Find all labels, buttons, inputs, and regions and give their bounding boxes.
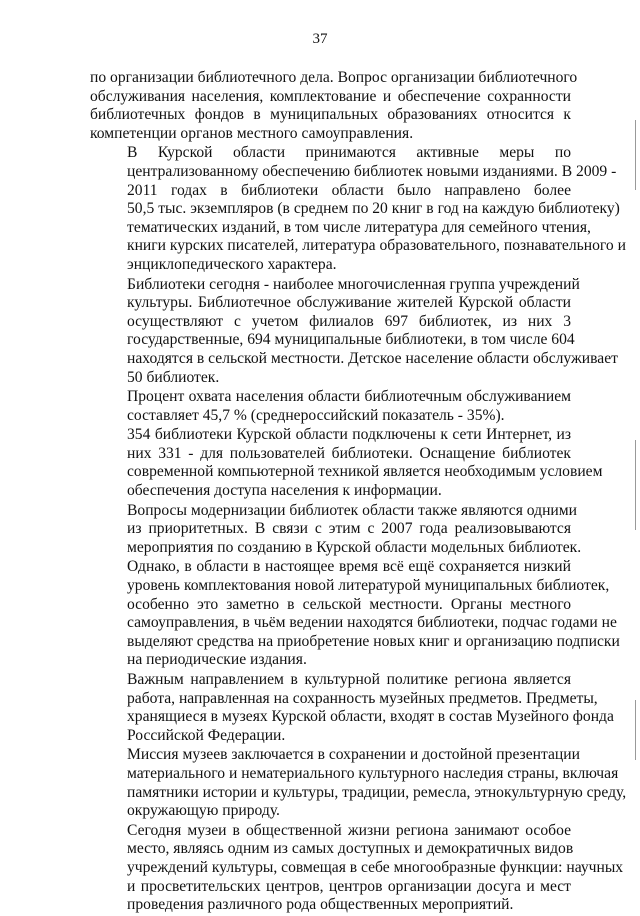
text-line: Однако, в области в настоящее время всё ещё сохраняется низкий: [127, 558, 571, 576]
paragraph: [90, 821, 624, 915]
text-line: особенно это заметно в сельской местности. Органы местного: [127, 595, 571, 613]
paragraph: [90, 69, 578, 143]
text-line: памятники истории и культуры, традиции, ремесла, этнокультурную среду,: [127, 783, 627, 801]
text-line: Вопросы модернизации библиотек области также являются одними: [127, 501, 577, 519]
text-line: и просветительских центров, центров организации досуга и мест: [127, 877, 571, 895]
text-line: учреждений культуры, совмещая в себе многообразные функции: научных: [127, 858, 624, 876]
text-line: находятся в сельской местности. Детское население области обслуживает: [127, 349, 618, 367]
text-line: них 331 - для пользователей библиотеки. Оснащение библиотек: [127, 444, 571, 462]
text-line: Российской Федерации.: [127, 726, 286, 744]
text-line: Процент охвата населения области библиотечным обслуживанием: [127, 388, 571, 406]
paragraph: [90, 558, 620, 670]
text-line: библиотечных фондов в муниципальных образованиях относится к: [90, 106, 571, 124]
text-line: по организации библиотечного дела. Вопрос организации библиотечного: [90, 69, 578, 86]
text-line: В Курской области принимаются активные меры по: [127, 144, 571, 162]
text-line: компетенции органов местного самоуправления.: [90, 124, 414, 142]
text-line: на периодические издания.: [127, 651, 307, 669]
paragraph: [90, 144, 626, 274]
text-line: проведения различного рода общественных мероприятий.: [127, 896, 514, 914]
scan-edge-mark: [635, 440, 636, 530]
text-line: 50,5 тыс. экземпляров (в среднем по 20 книг в год на каждую библиотеку): [127, 200, 620, 218]
text-line: окружающую природу.: [127, 802, 280, 820]
body-text: [90, 69, 627, 916]
text-line: осуществляют с учетом филиалов 697 библиотек, из них 3: [127, 312, 571, 330]
text-line: 354 библиотеки Курской области подключены к сети Интернет, из: [127, 426, 571, 444]
paragraph: [90, 275, 618, 388]
text-line: современной компьютерной техникой является необходимым условием: [127, 463, 603, 481]
text-line: уровень комплектования новой литературой муниципальных библиотек,: [127, 577, 610, 595]
text-line: энциклопедического характера.: [127, 255, 337, 273]
text-line: государственные, 694 муниципальные библиотеки, в том числе 604: [127, 331, 575, 349]
paragraph: [90, 426, 603, 500]
text-line: обслуживания населения, комплектование и обеспечение сохранности: [90, 87, 571, 105]
text-line: Библиотеки сегодня - наиболее многочисленная группа учреждений: [127, 275, 580, 293]
text-line: хранящиеся в музеях Курской области, входят в состав Музейного фонда: [127, 708, 614, 726]
scan-edge-mark: [635, 700, 636, 760]
text-line: обеспечения доступа населения к информации.: [127, 482, 442, 500]
scan-edge-mark: [635, 120, 636, 190]
text-line: книги курских писателей, литература образовательного, познавательного и: [127, 237, 626, 255]
paragraph: [90, 388, 571, 425]
text-line: 2011 годах в библиотеки области было направлено более: [127, 181, 571, 199]
text-line: централизованному обеспечению библиотек новыми изданиями. В 2009 -: [127, 162, 617, 180]
text-line: Миссия музеев заключается в сохранении и достойной презентации: [127, 746, 580, 764]
text-line: мероприятия по созданию в Курской области модельных библиотек.: [127, 538, 582, 556]
text-line: самоуправления, в чьём ведении находятся библиотеки, подчас годами не: [127, 614, 617, 632]
text-line: место, являясь одним из самых доступных и демократичных видов: [127, 840, 574, 858]
paragraph: [90, 746, 627, 820]
text-line: 50 библиотек.: [127, 368, 220, 386]
text-line: культуры. Библиотечное обслуживание жителей Курской области: [127, 294, 571, 312]
text-line: работа, направленная на сохранность музейных предметов. Предметы,: [127, 689, 598, 707]
text-line: Сегодня музеи в общественной жизни региона занимают особое: [127, 821, 571, 839]
text-line: материального и нематериального культурного наследия страны, включая: [127, 764, 619, 782]
text-line: выделяют средства на приобретение новых книг и организацию подписки: [127, 632, 620, 650]
paragraph: [90, 671, 614, 745]
page-number: 37: [312, 31, 328, 47]
text-line: составляет 45,7 % (среднероссийский показатель - 35%).: [127, 406, 505, 424]
paragraph: [90, 501, 582, 558]
text-line: Важным направлением в культурной политике региона является: [127, 671, 571, 688]
text-line: тематических изданий, в том числе литература для семейного чтения,: [127, 218, 591, 236]
text-line: из приоритетных. В связи с этим с 2007 года реализовываются: [127, 520, 571, 538]
